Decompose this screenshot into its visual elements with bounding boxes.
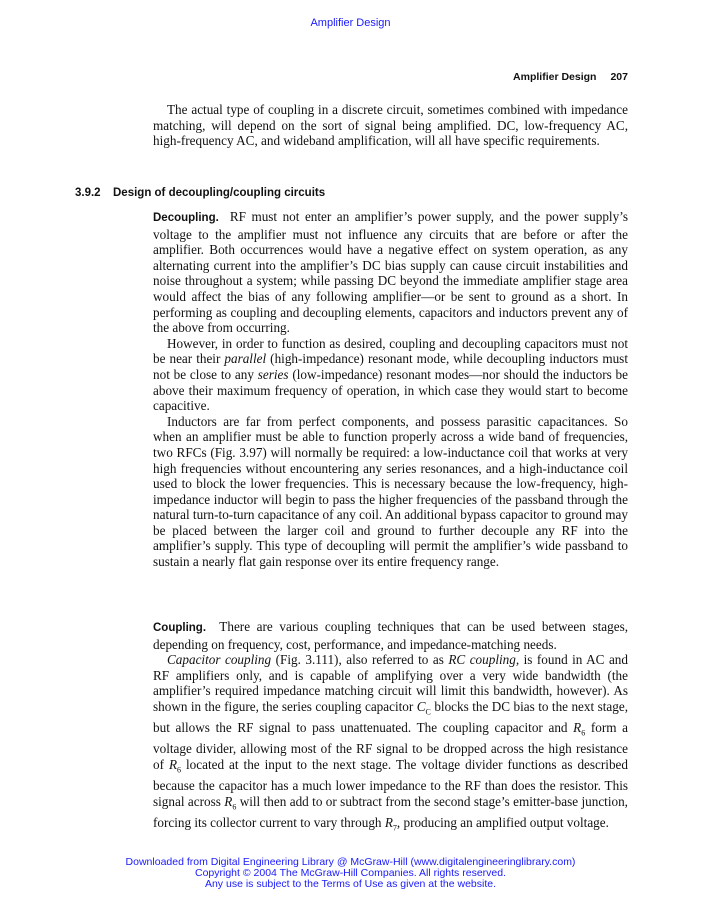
intro-block: [153, 102, 628, 149]
section-title: Design of decoupling/coupling circuits: [113, 187, 326, 199]
footer: [0, 857, 701, 890]
footer-terms-link[interactable]: Any use is subject to the Terms of Use as given at the website.: [204, 878, 497, 890]
running-title: Amplifier Design: [513, 71, 597, 83]
top-link[interactable]: Amplifier Design: [310, 17, 391, 29]
coupling-block: [153, 619, 628, 836]
decoupling-paragraph-2: However, in order to function as desired, coupling and decoupling capacitors must not be near their parallel (high-impedance) resonant mode, while decoupling inductors must not be close to any series (low-impedance) resonant modes—nor should the inductors be above their maximum frequency of operation, in which case they would start to become capacitive.: [153, 335, 628, 414]
footer-copyright[interactable]: Copyright © 2004 The McGraw-Hill Companies. All rights reserved.: [195, 867, 506, 879]
decoupling-heading: Decoupling.: [153, 212, 219, 224]
section-number: 3.9.2: [75, 187, 101, 199]
coupling-heading: Coupling.: [153, 622, 207, 634]
running-head: [513, 71, 628, 83]
page-number: 207: [610, 71, 628, 83]
intro-paragraph: The actual type of coupling in a discrete circuit, sometimes combined with impedance matching, will depend on the sort of signal being amplified. DC, low-frequency AC, high-frequency AC, and wideband amplification, will all have specific requirements.: [153, 102, 628, 149]
decoupling-paragraph-3: Inductors are far from perfect components, and possess parasitic capacitances. So when an amplifier must be able to function properly across a wide band of frequencies, two RFCs (Fig. 3.97) will normally be required: a low-inductance coil that works at very high frequencies without encountering any series resonances, and a high-inductance coil used to block the lower frequencies. This is necessary because the low-frequency, high-impedance inductor will begin to pass the higher frequencies of the passband through the natural turn-to-turn capacitance of any coil. An additional bypass capacitor to ground may be placed between the larger coil and ground to further decouple any RF into the amplifier’s supply. This type of decoupling will permit the amplifier’s wide passband to sustain a nearly flat gain response over its entire frequency range.: [153, 413, 628, 570]
decoupling-paragraph-1: Decoupling. RF must not enter an amplifier’s power supply, and the power supply’s voltage to the amplifier must not influence any circuits that are before or after the amplifier. Both occurrences would have a negative effect on system operation, as any alternating current into the amplifier’s DC bias supply can cause circuit instabilities and noise throughout a system; while passing DC beyond the immediate amplifier stage area would affect the bias of any following amplifier—or be sent to ground as a short. In performing as coupling and decoupling elements, capacitors and inductors prevent any of the above from occurring.: [153, 209, 628, 336]
footer-download-link[interactable]: Downloaded from Digital Engineering Library @ McGraw-Hill (www.digitalengineeringlibrary.com): [125, 856, 576, 868]
coupling-paragraph-2: Capacitor coupling (Fig. 3.111), also referred to as RC coupling, is found in AC and RF amplifiers only, and is capable of amplifying over a very wide bandwidth (the amplifier’s required impedance matching circuit will limit this bandwidth, however). As shown in the figure, the series coupling capacitor $C_C$ blocks the DC bias to the next stage, but allows the RF signal to pass unattenuated. The coupling capacitor and $R_6$ form a voltage divider, allowing most of the RF signal to be dropped across the high resistance of $R_6$ located at the input to the next stage. The voltage divider functions as described because the capacitor has a much lower impedance to the RF than does the resistor. This signal across $R_6$ will then add to or subtract from the second stage’s emitter-base junction, forcing its collector current to vary through $R_7$, producing an amplified output voltage.: [153, 652, 628, 833]
section-heading: [75, 187, 325, 199]
decoupling-block: [153, 209, 628, 570]
coupling-paragraph-1: Coupling. There are various coupling techniques that can be used between stages, depending on frequency, cost, performance, and impedance-matching needs.: [153, 619, 629, 652]
